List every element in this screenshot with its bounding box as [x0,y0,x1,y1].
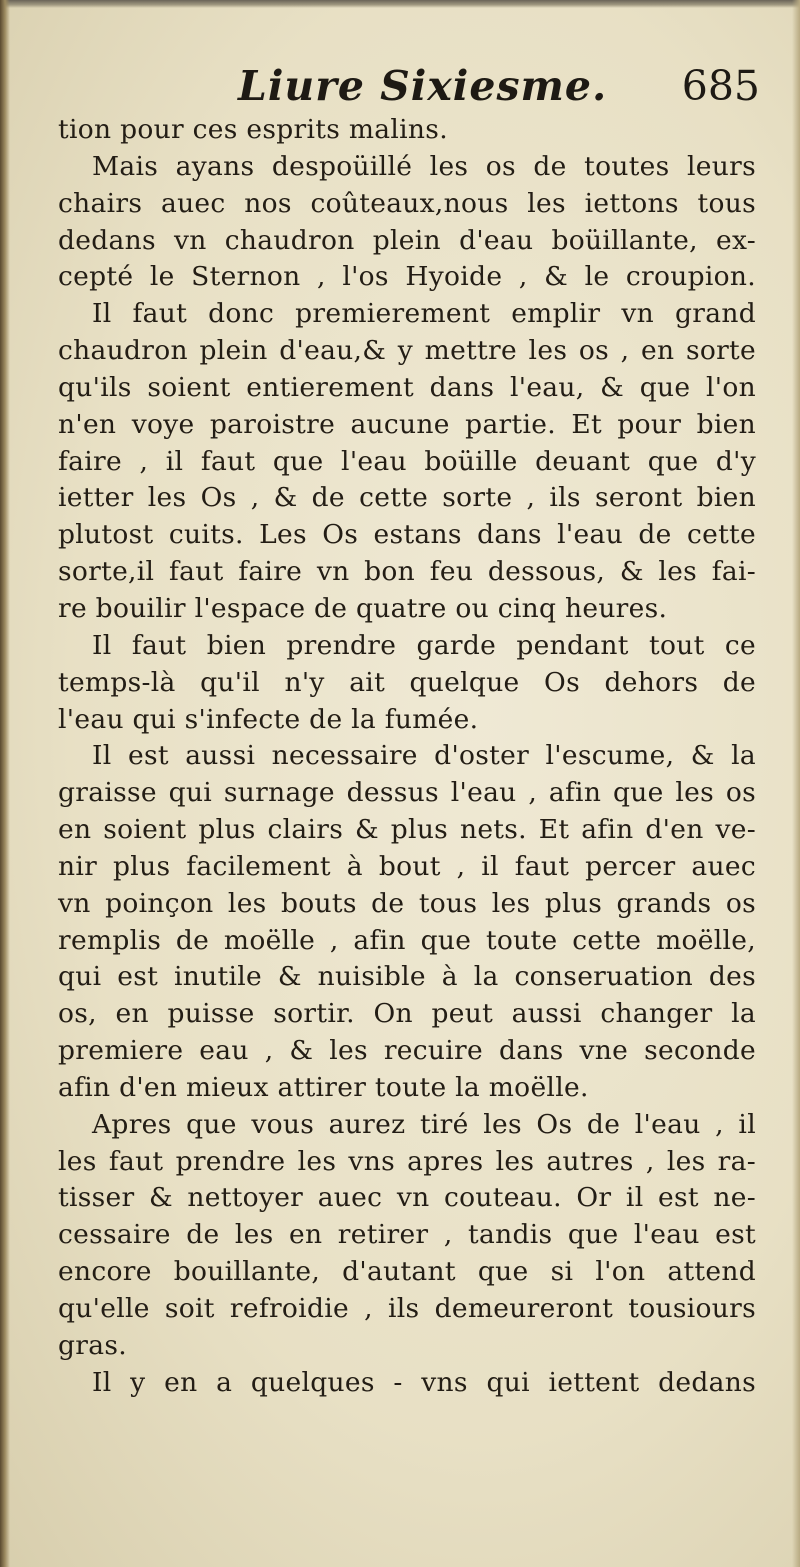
text-line: premiere eau , & les recuire dans vne seconde [58,1035,756,1067]
running-title: Liure Sixiesme. [238,62,608,110]
text-line: chaudron plein d'eau,& y mettre les os , en sorte [58,335,756,367]
text-line: dedans vn chaudron plein d'eau boüillante, ex- [58,224,756,256]
text-line: qu'ils soient entierement dans l'eau, & que l'on [58,371,756,403]
page-top-edge [0,0,800,8]
text-line: os, en puisse sortir. On peut aussi changer la [58,998,756,1030]
text-line: encore bouillante, d'autant que si l'on attend [58,1256,756,1288]
binding-gutter [0,0,10,1567]
text-line: temps-là qu'il n'y ait quelque Os dehors de [58,666,756,698]
text-line: l'eau qui s'infecte de la fumée. [58,703,479,735]
text-line: plutost cuits. Les Os estans dans l'eau de cette [58,519,756,551]
page-right-edge [792,0,800,1567]
text-line: Apres que vous aurez tiré les Os de l'eau , il [92,1108,756,1140]
text-line: afin d'en mieux attirer toute la moëlle. [58,1071,589,1103]
text-line: en soient plus clairs & plus nets. Et afin d'en ve- [58,814,756,846]
text-line: vn poinçon les bouts de tous les plus grands os [58,887,756,919]
text-line: qui est inutile & nuisible à la conseruation des [58,961,756,993]
text-line: cepté le Sternon , l'os Hyoide , & le croupion. [58,261,756,293]
text-line: les faut prendre les vns apres les autres , les ra- [58,1145,756,1177]
text-line: qu'elle soit refroidie , ils demeureront tousiours [58,1293,756,1324]
page-header [60,62,760,118]
text-line: tion pour ces esprits malins. [58,114,448,145]
text-line: faire , il faut que l'eau boüille deuant que d'y [58,445,756,477]
text-line: Il est aussi necessaire d'oster l'escume, & la [92,740,756,772]
text-line: Mais ayans despoüillé les os de toutes leurs [92,150,756,182]
text-line: nir plus facilement à bout , il faut percer auec [58,850,756,882]
text-line: n'en voye paroistre aucune partie. Et pour bien [58,408,756,440]
text-line: cessaire de les en retirer , tandis que l'eau est [58,1219,756,1251]
text-line: tisser & nettoyer auec vn couteau. Or il est ne- [58,1182,756,1214]
text-line: sorte,il faut faire vn bon feu dessous, & les fai- [58,556,756,588]
text-line: ietter les Os , & de cette sorte , ils seront bien [58,482,756,514]
text-line: re bouilir l'espace de quatre ou cinq heures. [58,592,668,624]
text-line: Il faut donc premierement emplir vn grand [92,298,756,330]
text-line: Il faut bien prendre garde pendant tout ce [92,629,756,661]
text-line: Il y en a quelques - vns qui iettent dedans [92,1366,756,1398]
text-line: chairs auec nos coûteaux,nous les iettons tous [58,187,756,219]
text-line: gras. [58,1329,127,1361]
text-line: remplis de moëlle , afin que toute cette moëlle, [58,924,756,956]
body-text [58,112,756,1402]
text-line: graisse qui surnage dessus l'eau , afin que les os [58,777,756,809]
page-number: 685 [681,62,760,110]
